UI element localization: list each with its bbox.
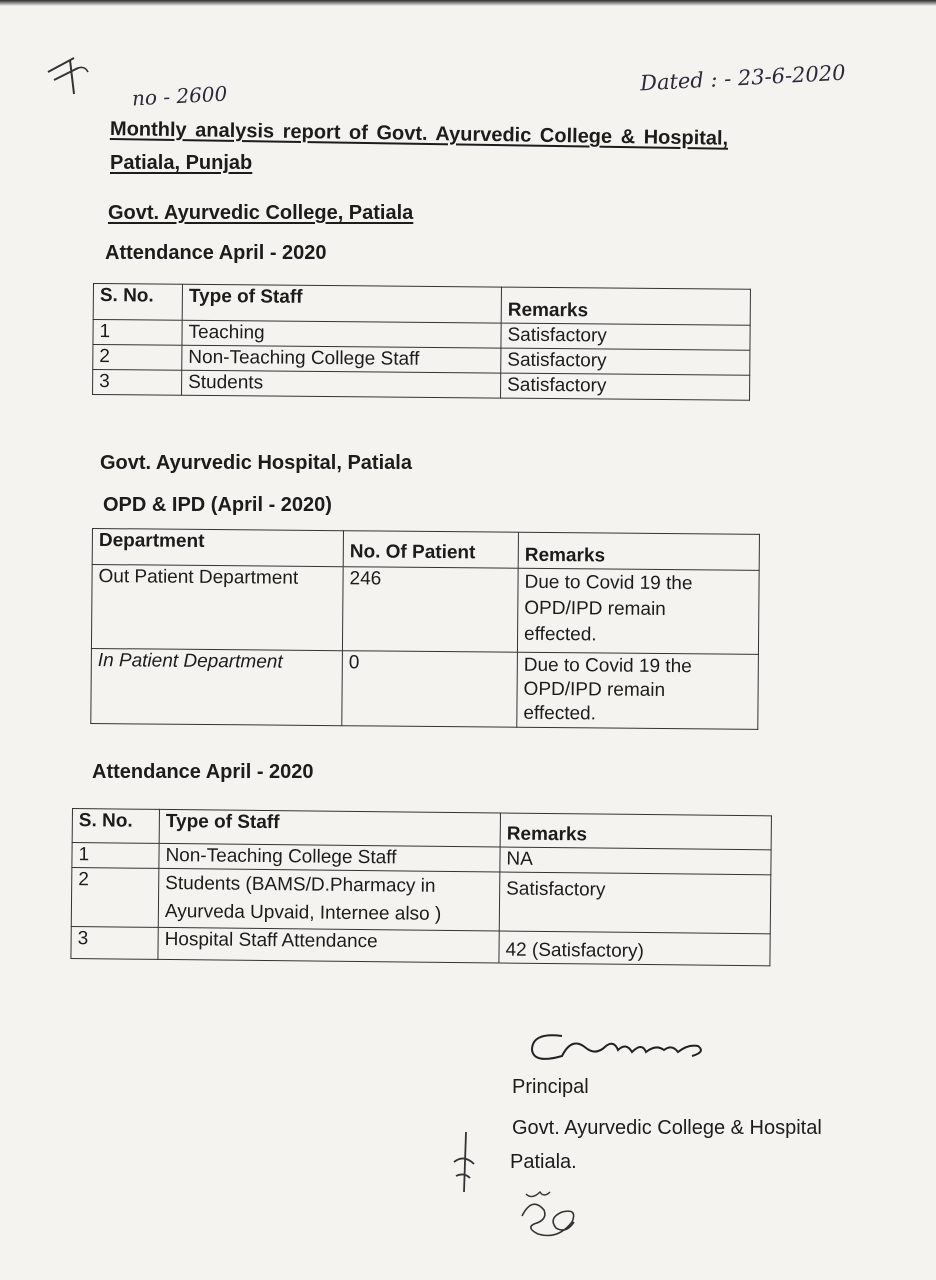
bottom-initials-scribble xyxy=(512,1186,592,1246)
cell-sno: 1 xyxy=(72,843,159,869)
hospital-attendance-table xyxy=(70,808,772,966)
col-header-remarks: Remarks xyxy=(518,532,759,570)
cell-remarks xyxy=(517,652,759,729)
remark-line: OPD/IPD remain xyxy=(524,597,666,621)
cell-type: Non-Teaching College Staff xyxy=(182,345,501,373)
opd-ipd-heading: OPD & IPD (April - 2020) xyxy=(103,494,332,516)
paper-top-edge xyxy=(0,0,936,6)
cell-type: Non-Teaching College Staff xyxy=(159,843,500,872)
table-row xyxy=(71,868,771,934)
table-row xyxy=(93,370,750,401)
signatory-designation: Principal xyxy=(512,1076,589,1098)
signatory-city: Patiala. xyxy=(510,1151,577,1173)
table-header-row xyxy=(93,284,750,326)
dated-note: Dated : - 23-6-2020 xyxy=(639,60,847,96)
hospital-attendance-heading: Attendance April - 2020 xyxy=(92,761,314,783)
table-row xyxy=(91,565,759,655)
remark-line: OPD/IPD remain xyxy=(523,678,666,702)
cell-patients: 0 xyxy=(342,651,518,728)
cell-department: In Patient Department xyxy=(91,648,343,725)
cell-sno: 3 xyxy=(71,926,158,959)
hospital-heading: Govt. Ayurvedic Hospital, Patiala xyxy=(100,452,412,474)
col-header-patients: No. Of Patient xyxy=(343,531,518,569)
cell-remarks: Satisfactory xyxy=(501,323,750,350)
remark-line: Due to Covid 19 the xyxy=(524,571,693,595)
cell-remarks: Satisfactory xyxy=(501,348,750,375)
col-header-type: Type of Staff xyxy=(182,284,501,323)
cell-remarks: Satisfactory xyxy=(501,373,750,400)
report-title-line2: Patiala, Punjab xyxy=(110,152,253,174)
cell-sno: 2 xyxy=(71,868,159,928)
cell-type: Teaching xyxy=(182,320,501,348)
cell-type xyxy=(158,868,500,931)
table-header-row xyxy=(92,529,759,571)
table-row xyxy=(71,926,770,965)
cell-remarks: NA xyxy=(500,847,771,875)
corner-initial-mark xyxy=(44,50,94,100)
signatory-institution: Govt. Ayurvedic College & Hospital xyxy=(512,1117,822,1139)
col-header-remarks: Remarks xyxy=(500,813,771,850)
type-line: Students (BAMS/D.Pharmacy in xyxy=(165,872,436,897)
cell-remarks: 42 (Satisfactory) xyxy=(499,931,770,966)
principal-signature xyxy=(528,1026,728,1070)
cell-patients: 246 xyxy=(342,567,518,653)
cell-sno: 1 xyxy=(93,320,182,346)
remark-line: Due to Covid 19 the xyxy=(523,654,692,678)
remark-line: effected. xyxy=(523,702,597,725)
col-header-type: Type of Staff xyxy=(159,809,500,847)
college-heading: Govt. Ayurvedic College, Patiala xyxy=(108,202,414,224)
table-row xyxy=(91,648,759,729)
cell-sno: 2 xyxy=(93,345,182,371)
type-line: Ayurveda Upvaid, Internee also ) xyxy=(164,900,442,925)
cell-remarks xyxy=(517,568,759,654)
cell-type: Students xyxy=(182,370,501,398)
cell-department: Out Patient Department xyxy=(91,565,343,651)
college-attendance-table xyxy=(92,283,751,401)
reference-number: no - 2600 xyxy=(131,81,228,111)
cell-remarks: Satisfactory xyxy=(499,872,771,934)
col-header-remarks: Remarks xyxy=(501,287,750,325)
opd-ipd-table xyxy=(90,528,760,730)
side-initial-mark xyxy=(450,1128,480,1198)
college-attendance-heading: Attendance April - 2020 xyxy=(105,242,327,264)
cell-sno: 3 xyxy=(93,370,182,396)
remark-line: effected. xyxy=(523,623,597,646)
col-header-department: Department xyxy=(92,529,343,567)
col-header-sno: S. No. xyxy=(93,284,182,321)
col-header-sno: S. No. xyxy=(72,809,159,844)
report-title-line1: Monthly analysis report of Govt. Ayurvedic College & Hospital, xyxy=(109,118,729,150)
cell-type: Hospital Staff Attendance xyxy=(158,927,499,963)
